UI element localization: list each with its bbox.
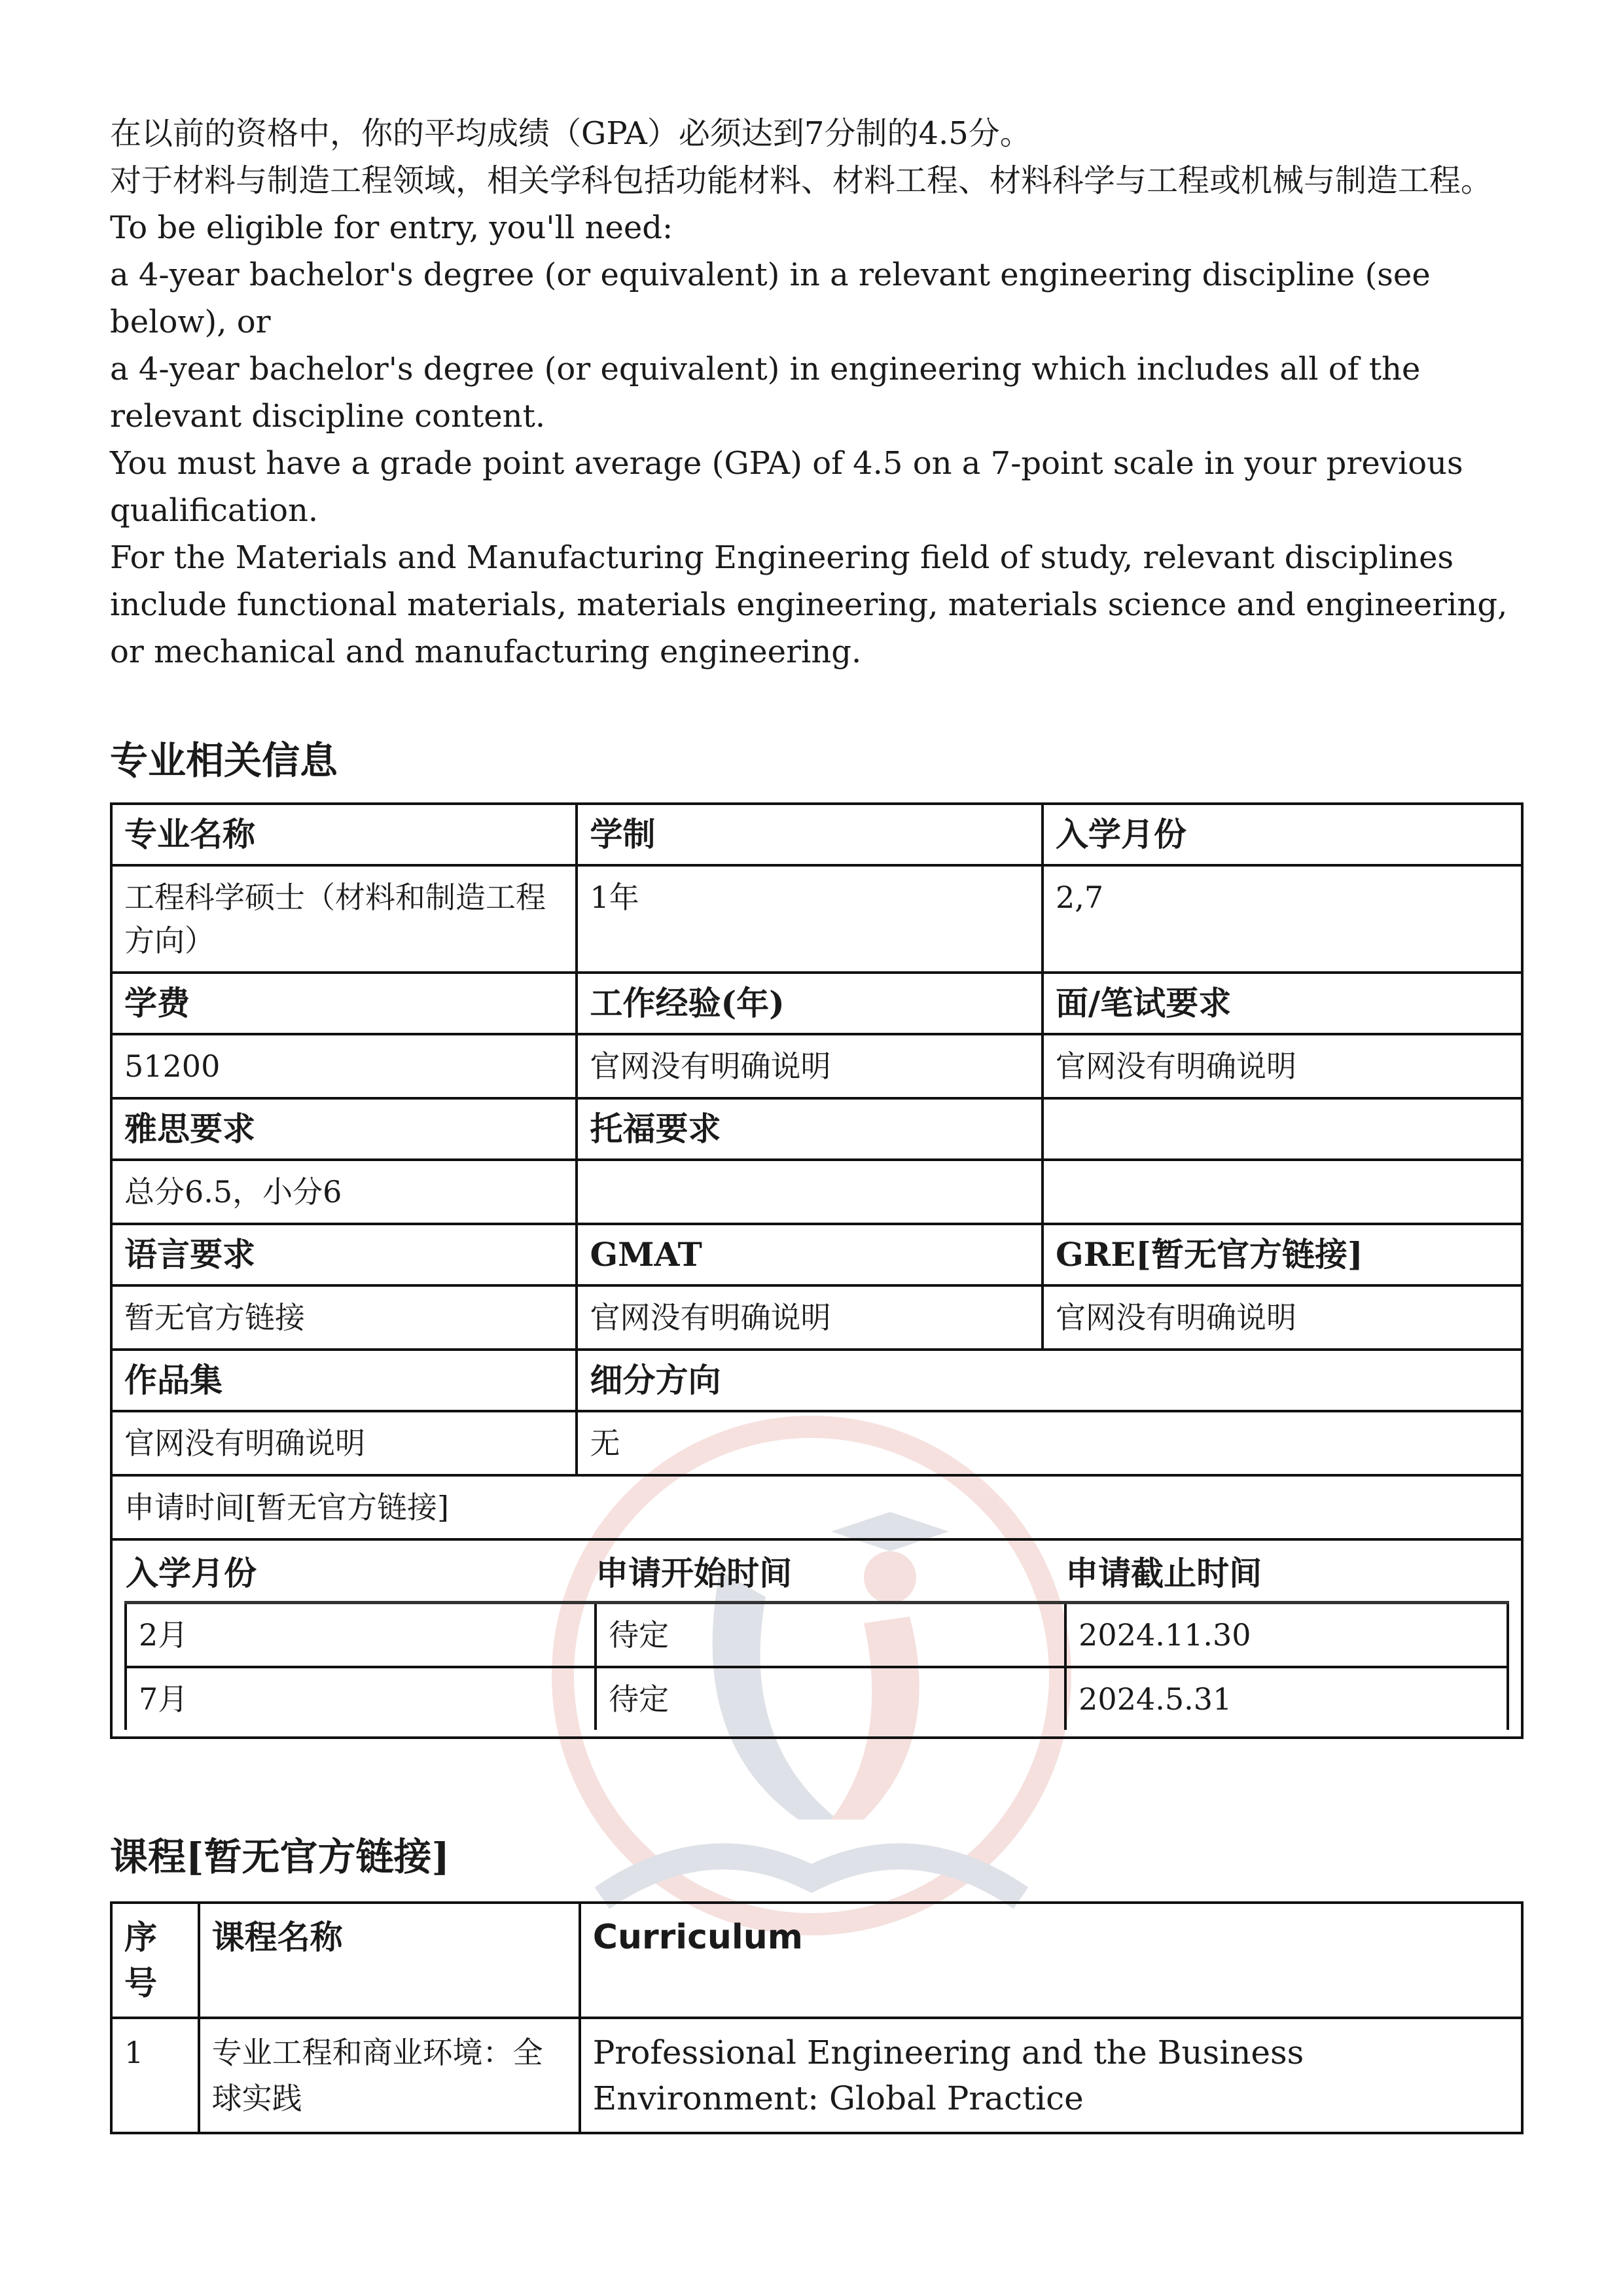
application-row	[126, 1603, 1508, 1668]
work-experience-label: 工作经验(年)	[577, 973, 1042, 1034]
course-no-header: 序号	[111, 1903, 199, 2018]
tuition-label: 学费	[111, 973, 577, 1034]
interview-value: 官网没有明确说明	[1043, 1034, 1522, 1098]
language-label: 语言要求	[111, 1224, 577, 1285]
application-header: 申请截止时间	[1065, 1546, 1508, 1603]
program-info-table	[110, 802, 1524, 1739]
gmat-label: GMAT	[577, 1224, 1042, 1285]
toefl-label: 托福要求	[577, 1098, 1042, 1160]
course-name: 专业工程和商业环境：全球实践	[199, 2018, 580, 2133]
intro-text	[110, 110, 1524, 675]
major-label: 专业名称	[111, 804, 577, 865]
application-cell-month: 7月	[126, 1667, 596, 1730]
application-row	[126, 1667, 1508, 1730]
portfolio-value: 官网没有明确说明	[111, 1411, 577, 1475]
intro-paragraph: For the Materials and Manufacturing Engineering field of study, relevant disciplines include functional materials, materials engineering, materials science and engineering, or mechanical and manufacturing engineering.	[110, 539, 1508, 670]
direction-value: 无	[577, 1411, 1522, 1475]
intro-paragraph: You must have a grade point average (GPA) of 4.5 on a 7-point scale in your previous qualification.	[110, 445, 1463, 529]
application-cell-month: 2月	[126, 1603, 596, 1668]
application-cell-start: 待定	[596, 1667, 1065, 1730]
intro-paragraph: 对于材料与制造工程领域，相关学科包括功能材料、材料工程、材料科学与工程或机械与制造工程。	[110, 162, 1493, 199]
empty-cell	[1043, 1098, 1522, 1160]
work-experience-value: 官网没有明确说明	[577, 1034, 1042, 1098]
application-header: 入学月份	[126, 1546, 596, 1603]
major-value: 工程科学硕士（材料和制造工程方向）	[111, 865, 577, 973]
interview-label: 面/笔试要求	[1043, 973, 1522, 1034]
toefl-value	[577, 1160, 1042, 1224]
gmat-value: 官网没有明确说明	[577, 1285, 1042, 1350]
portfolio-label: 作品集	[111, 1350, 577, 1411]
application-cell-deadline: 2024.11.30	[1065, 1603, 1508, 1668]
empty-cell	[1043, 1160, 1522, 1224]
duration-label: 学制	[577, 804, 1042, 865]
ielts-label: 雅思要求	[111, 1098, 577, 1160]
direction-label: 细分方向	[577, 1350, 1522, 1411]
intro-paragraph: 在以前的资格中，你的平均成绩（GPA）必须达到7分制的4.5分。	[110, 115, 1031, 152]
application-dates-table	[124, 1546, 1509, 1730]
course-row	[111, 2018, 1522, 2133]
duration-value: 1年	[577, 865, 1042, 973]
curriculum-header: Curriculum	[580, 1903, 1522, 2018]
intake-value: 2,7	[1043, 865, 1522, 973]
course-name-header: 课程名称	[199, 1903, 580, 2018]
program-info-heading: 专业相关信息	[110, 738, 338, 783]
intro-paragraph: a 4-year bachelor's degree (or equivalent) in engineering which includes all of the relevant discipline content.	[110, 351, 1421, 435]
course-no: 1	[111, 2018, 199, 2133]
application-header: 申请开始时间	[596, 1546, 1065, 1603]
application-cell-deadline: 2024.5.31	[1065, 1667, 1508, 1730]
application-time-label: 申请时间[暂无官方链接]	[111, 1475, 1522, 1539]
language-value: 暂无官方链接	[111, 1285, 577, 1350]
tuition-value: 51200	[111, 1034, 577, 1098]
courses-heading: 课程[暂无官方链接]	[110, 1835, 450, 1879]
gre-value: 官网没有明确说明	[1043, 1285, 1522, 1350]
intro-paragraph: a 4-year bachelor's degree (or equivalent) in a relevant engineering discipline (see below), or	[110, 257, 1431, 340]
application-cell-start: 待定	[596, 1603, 1065, 1668]
course-curriculum: Professional Engineering and the Business Environment: Global Practice	[580, 2018, 1522, 2133]
intake-label: 入学月份	[1043, 804, 1522, 865]
intro-paragraph: To be eligible for entry, you'll need:	[110, 209, 673, 246]
application-cell	[111, 1539, 1522, 1738]
courses-table	[110, 1901, 1524, 2134]
document-page	[110, 110, 1524, 2134]
gre-label: GRE[暂无官方链接]	[1043, 1224, 1522, 1285]
ielts-value: 总分6.5，小分6	[111, 1160, 577, 1224]
